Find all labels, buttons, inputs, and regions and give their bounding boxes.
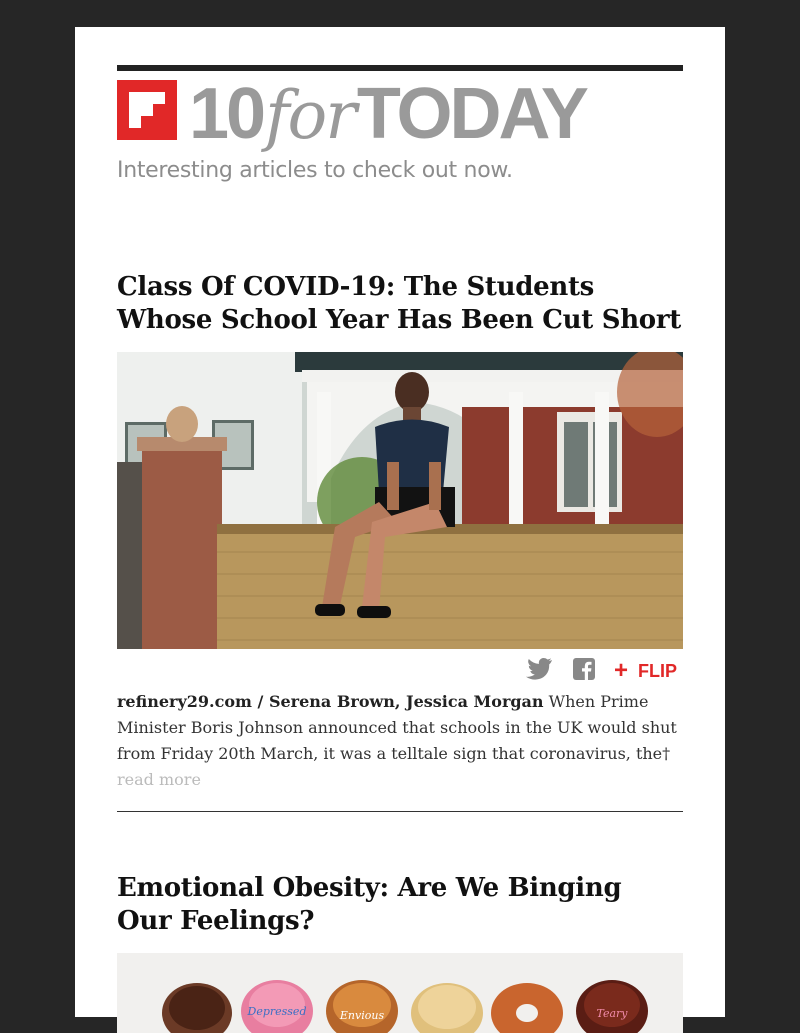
brand-number: 10: [189, 74, 264, 154]
flip-button[interactable]: [614, 657, 677, 683]
header-rule: [117, 65, 683, 71]
article-source[interactable]: refinery29.com / Serena Brown, Jessica Morgan: [117, 692, 544, 711]
read-more-link[interactable]: read more: [117, 770, 201, 789]
twitter-icon[interactable]: [525, 657, 553, 681]
facebook-icon[interactable]: [573, 658, 595, 680]
flip-label: FLIP: [638, 661, 678, 681]
article-excerpt: When Prime Minister Boris Johnson announced that schools in the UK would shut from Friday 20th March, it was a telltale sign that coronavirus, the†: [117, 692, 677, 763]
article-summary: [117, 689, 683, 793]
article-image[interactable]: [117, 352, 683, 649]
brand-for: for: [265, 77, 355, 154]
brand-today: TODAY: [356, 74, 586, 154]
flipboard-logo-icon[interactable]: [117, 80, 177, 140]
flip-plus-icon: +: [614, 657, 629, 684]
tagline: Interesting articles to check out now.: [117, 158, 513, 183]
article-title[interactable]: Emotional Obesity: Are We Binging Our Feelings?: [117, 873, 622, 936]
brand-wordmark: [189, 74, 586, 154]
donut-word: Depressed: [247, 1005, 307, 1018]
newsletter-card: [75, 27, 725, 1022]
article-image[interactable]: [117, 953, 683, 1033]
share-bar: [117, 655, 683, 685]
article-divider: [117, 811, 683, 812]
brand-header[interactable]: [117, 74, 683, 160]
donut-word: Envious: [339, 1009, 385, 1022]
article-title[interactable]: Class Of COVID-19: The Students Whose School Year Has Been Cut Short: [117, 272, 681, 335]
donut-word: Teary: [596, 1007, 628, 1020]
